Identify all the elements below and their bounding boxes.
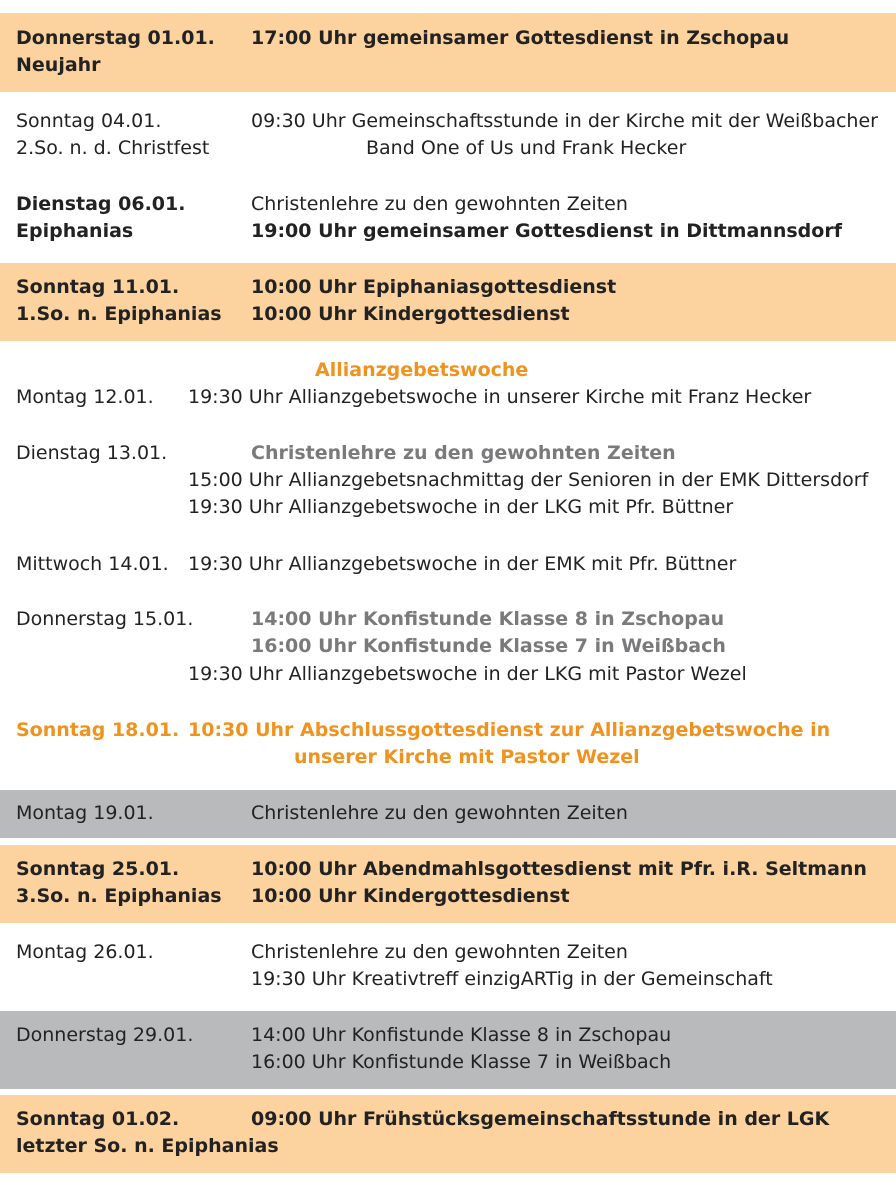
event-line: Christenlehre zu den gewohnten Zeiten <box>251 941 628 963</box>
event-line: 10:00 Uhr Epiphaniasgottesdienst <box>251 276 617 298</box>
event-line: 10:00 Uhr Abendmahlsgottesdienst mit Pfr. i.R. Seltmann <box>251 858 867 880</box>
event-line: 19:30 Uhr Allianzgebetswoche in der EMK mit Pfr. Büttner <box>188 553 737 575</box>
event-subtitle: 1.So. n. Epiphanias <box>16 303 222 325</box>
event-subtitle: Epiphanias <box>16 220 134 242</box>
event-line: 14:00 Uhr Konfistunde Klasse 8 in Zschopau <box>251 1024 672 1046</box>
event-line: 19:30 Uhr Kreativtreff einzigARTig in der Gemeinschaft <box>251 968 773 990</box>
event-subtitle: Neujahr <box>16 54 101 76</box>
event-line: 17:00 Uhr gemeinsamer Gottesdienst in Zschopau <box>251 27 790 49</box>
event-line: 14:00 Uhr Konfistunde Klasse 8 in Zschopau <box>251 608 725 630</box>
event-date: Sonntag 01.02. <box>16 1108 180 1130</box>
event-line: 10:00 Uhr Kindergottesdienst <box>251 303 570 325</box>
event-line: Christenlehre zu den gewohnten Zeiten <box>251 802 628 824</box>
event-date: Sonntag 11.01. <box>16 276 180 298</box>
event-line: Band One of Us und Frank Hecker <box>366 137 687 159</box>
event-date: Mittwoch 14.01. <box>16 553 169 575</box>
event-line: Christenlehre zu den gewohnten Zeiten <box>251 442 676 464</box>
event-line: Christenlehre zu den gewohnten Zeiten <box>251 193 628 215</box>
event-line: 10:30 Uhr Abschlussgottesdienst zur Allianzgebetswoche in <box>188 719 831 741</box>
event-date: Sonntag 25.01. <box>16 858 180 880</box>
event-line: unserer Kirche mit Pastor Wezel <box>294 746 640 768</box>
event-date: Donnerstag 29.01. <box>16 1024 194 1046</box>
event-line: 19:30 Uhr Allianzgebetswoche in der LKG mit Pfr. Büttner <box>188 496 734 518</box>
event-line: 15:00 Uhr Allianzgebetsnachmittag der Senioren in der EMK Dittersdorf <box>188 469 869 491</box>
event-line: 19:00 Uhr gemeinsamer Gottesdienst in Dittmannsdorf <box>251 220 842 242</box>
event-date: Donnerstag 15.01. <box>16 608 194 630</box>
event-date: Montag 12.01. <box>16 386 154 408</box>
event-subtitle: letzter So. n. Epiphanias <box>16 1135 279 1157</box>
event-date: Sonntag 04.01. <box>16 110 162 132</box>
event-line: 19:30 Uhr Allianzgebetswoche in unserer Kirche mit Franz Hecker <box>188 386 812 408</box>
event-date: Montag 26.01. <box>16 941 154 963</box>
event-date: Montag 19.01. <box>16 802 154 824</box>
event-date: Donnerstag 01.01. <box>16 27 215 49</box>
event-line: 16:00 Uhr Konfistunde Klasse 7 in Weißbach <box>251 1051 672 1073</box>
event-line: 10:00 Uhr Kindergottesdienst <box>251 885 570 907</box>
event-subtitle: 2.So. n. d. Christfest <box>16 137 210 159</box>
event-date: Sonntag 18.01. <box>16 719 180 741</box>
event-date: Dienstag 06.01. <box>16 193 186 215</box>
event-line: 09:00 Uhr Frühstücksgemeinschaftsstunde in der LGK <box>251 1108 830 1130</box>
event-line: 09:30 Uhr Gemeinschaftsstunde in der Kirche mit der Weißbacher <box>251 110 878 132</box>
event-line: 19:30 Uhr Allianzgebetswoche in der LKG mit Pastor Wezel <box>188 663 747 685</box>
event-line: 16:00 Uhr Konfistunde Klasse 7 in Weißbach <box>251 635 726 657</box>
event-date: Dienstag 13.01. <box>16 442 168 464</box>
section-heading: Allianzgebetswoche <box>315 359 529 381</box>
event-subtitle: 3.So. n. Epiphanias <box>16 885 222 907</box>
